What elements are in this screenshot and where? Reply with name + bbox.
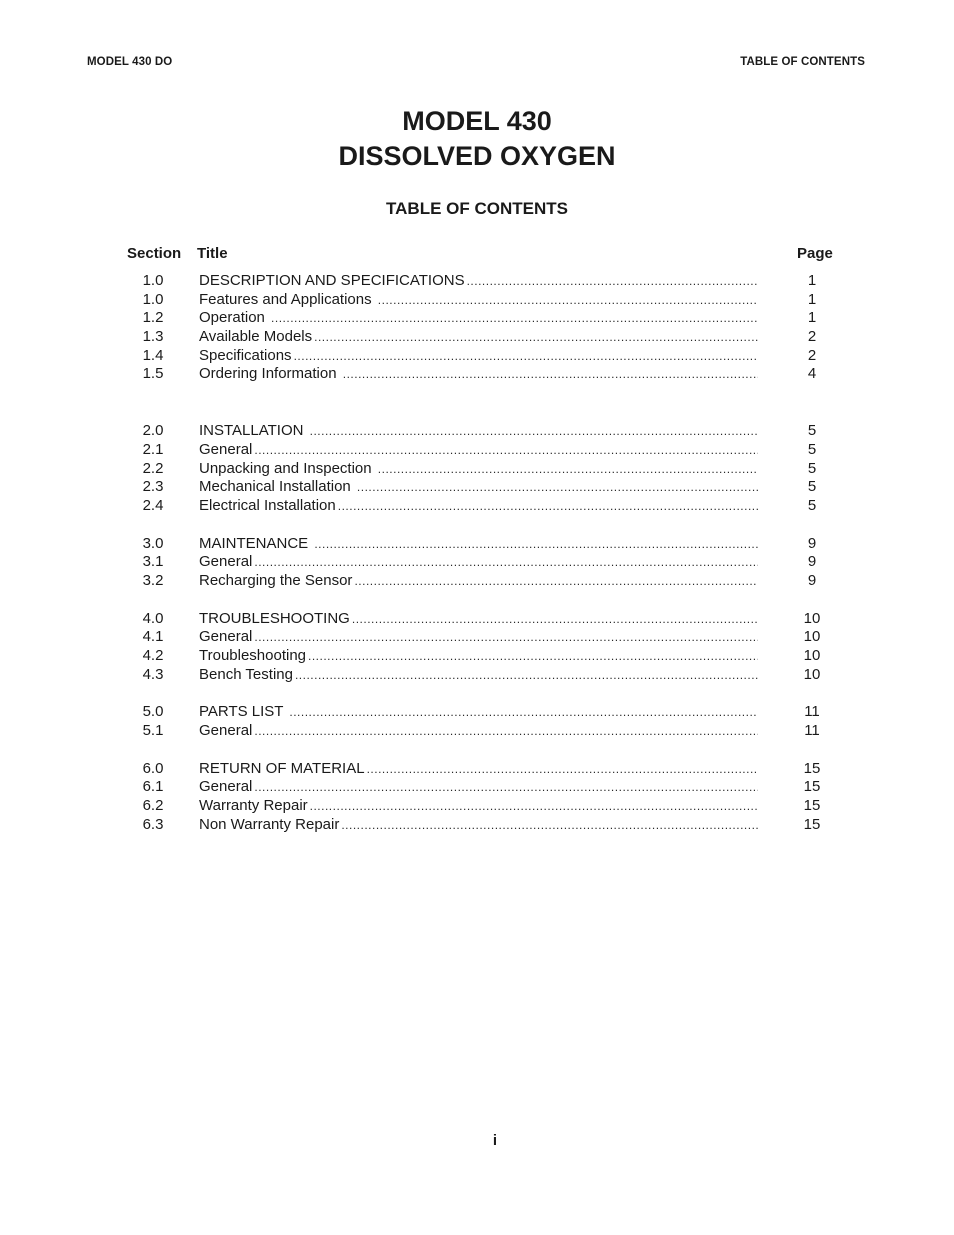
dot-leader	[295, 666, 758, 685]
toc-entry[interactable]	[0, 647, 954, 666]
dot-leader	[271, 309, 758, 328]
dot-leader	[354, 572, 758, 591]
toc-entry-title-leader	[199, 478, 758, 497]
toc-entry-title: Recharging the Sensor	[199, 571, 353, 589]
toc-entry-title-leader	[199, 647, 758, 666]
toc-page-number: 5	[807, 478, 817, 496]
toc-entry-title-leader	[199, 797, 758, 816]
toc-entry-title: MAINTENANCE	[199, 534, 313, 552]
toc-entry[interactable]	[0, 666, 954, 685]
document-title	[0, 104, 954, 174]
toc-section-number: 4.3	[142, 665, 164, 683]
toc-entry-title-leader	[199, 703, 758, 722]
toc-page-number: 10	[803, 665, 821, 683]
page-number: i	[492, 1132, 498, 1149]
toc-entry-title: General	[199, 628, 253, 646]
title-line-product: DISSOLVED OXYGEN	[338, 141, 616, 171]
toc-entry-title-leader	[199, 347, 758, 366]
toc-entry[interactable]	[0, 628, 954, 647]
toc-page-number: 5	[807, 440, 817, 458]
column-header-title: Title	[197, 245, 228, 262]
dot-leader	[254, 722, 758, 741]
running-header-section: TABLE OF CONTENTS	[740, 56, 865, 68]
toc-entry-title-leader	[199, 722, 758, 741]
toc-entry-title-leader	[199, 628, 758, 647]
toc-page-number: 15	[803, 797, 821, 815]
toc-page-number: 9	[807, 534, 817, 552]
toc-section-number: 2.1	[142, 440, 164, 458]
toc-section-group	[0, 422, 954, 515]
toc-section-number: 1.3	[142, 328, 164, 346]
dot-leader	[310, 797, 758, 816]
dot-leader	[254, 628, 758, 647]
toc-entry-title-leader	[199, 610, 758, 629]
toc-entry-title: TROUBLESHOOTING	[199, 609, 350, 627]
toc-entry-title-leader	[199, 778, 758, 797]
toc-page-number: 9	[807, 571, 817, 589]
toc-section-number: 1.0	[142, 290, 164, 308]
toc-entry-title: Non Warranty Repair	[199, 815, 340, 833]
toc-entry-title-leader	[199, 816, 758, 835]
toc-section-group	[0, 610, 954, 685]
dot-leader	[254, 441, 758, 460]
toc-page-number: 15	[803, 815, 821, 833]
toc-section-group	[0, 535, 954, 591]
toc-entry[interactable]	[0, 309, 954, 328]
toc-page-number: 5	[807, 496, 817, 514]
toc-page-number: 15	[803, 778, 821, 796]
toc-page-number: 5	[807, 422, 817, 440]
toc-section-group	[0, 703, 954, 740]
toc-entry-title: PARTS LIST	[199, 703, 288, 721]
toc-entry-title: General	[199, 440, 253, 458]
column-header-page: Page	[797, 245, 833, 262]
dot-leader	[343, 365, 758, 384]
dot-leader	[254, 553, 758, 572]
toc-section-number: 4.0	[142, 609, 164, 627]
toc-entry-title-leader	[199, 666, 758, 685]
toc-section-number: 2.3	[142, 478, 164, 496]
toc-section-number: 6.1	[142, 778, 164, 796]
toc-entry[interactable]	[0, 328, 954, 347]
toc-entry[interactable]	[0, 816, 954, 835]
dot-leader	[254, 778, 758, 797]
toc-entry-title-leader	[199, 535, 758, 554]
dot-leader	[338, 497, 758, 516]
toc-entry[interactable]	[0, 497, 954, 516]
toc-entry-title-leader	[199, 272, 758, 291]
toc-entry-title-leader	[199, 572, 758, 591]
toc-section-number: 1.5	[142, 365, 164, 383]
dot-leader	[367, 760, 758, 779]
toc-section-number: 3.2	[142, 571, 164, 589]
dot-leader	[467, 272, 758, 291]
toc-entry-title-leader	[199, 422, 758, 441]
toc-entry-title: INSTALLATION	[199, 422, 308, 440]
toc-section-number: 5.1	[142, 722, 164, 740]
toc-entry[interactable]	[0, 535, 954, 554]
dot-leader	[352, 610, 758, 629]
toc-entry[interactable]	[0, 722, 954, 741]
toc-page-number: 1	[807, 309, 817, 327]
toc-entry-title: Troubleshooting	[199, 647, 307, 664]
toc-entry-title: RETURN OF MATERIAL	[199, 759, 365, 777]
toc-entry-title-leader	[199, 365, 758, 384]
toc-entry-title: Specifications	[199, 346, 292, 364]
toc-entry-title-leader	[199, 760, 758, 779]
toc-section-number: 2.2	[142, 459, 164, 477]
toc-section-number: 6.2	[142, 797, 164, 815]
toc-entry[interactable]	[0, 422, 954, 441]
toc-page-number: 5	[807, 459, 817, 477]
toc-entry[interactable]	[0, 441, 954, 460]
toc-section-group	[0, 272, 954, 384]
toc-entry-title: Electrical Installation	[199, 496, 336, 514]
toc-entry[interactable]	[0, 272, 954, 291]
toc-entry-title: Operation	[199, 309, 270, 327]
toc-section-number: 4.2	[142, 647, 164, 664]
toc-entry-title-leader	[199, 497, 758, 516]
toc-entry[interactable]	[0, 460, 954, 479]
toc-page-number: 11	[804, 722, 820, 740]
toc-entry-title-leader	[199, 441, 758, 460]
dot-leader	[378, 291, 758, 310]
toc-section-number: 6.3	[142, 815, 164, 833]
dot-leader	[289, 703, 758, 722]
toc-entry-title-leader	[199, 328, 758, 347]
toc-entry-title: General	[199, 553, 253, 571]
toc-entry-title-leader	[199, 460, 758, 479]
toc-page-number: 10	[803, 647, 821, 664]
toc-entry[interactable]	[0, 778, 954, 797]
toc-entry-title: Features and Applications	[199, 290, 376, 308]
toc-entry-title-leader	[199, 553, 758, 572]
toc-section-number: 1.0	[142, 272, 164, 289]
toc-list	[0, 272, 954, 854]
toc-entry-title: General	[199, 778, 253, 796]
toc-section-number: 4.1	[142, 628, 164, 646]
toc-page-number: 11	[804, 703, 820, 721]
dot-leader	[310, 422, 758, 441]
toc-entry-title: General	[199, 722, 253, 740]
toc-entry[interactable]	[0, 553, 954, 572]
toc-entry-title: Mechanical Installation	[199, 478, 355, 496]
column-header-section: Section	[127, 245, 182, 262]
toc-entry-title: Warranty Repair	[199, 797, 308, 815]
toc-page-number: 4	[807, 365, 817, 383]
toc-entry-title: Ordering Information	[199, 365, 341, 383]
toc-page-number: 1	[807, 272, 817, 289]
toc-page-number: 9	[807, 553, 817, 571]
toc-section-number: 1.4	[142, 346, 164, 364]
dot-leader	[341, 816, 758, 835]
toc-section-number: 1.2	[142, 309, 164, 327]
toc-section-number: 2.0	[142, 422, 164, 440]
toc-entry-title: Bench Testing	[199, 665, 293, 683]
toc-section-number: 6.0	[142, 759, 164, 777]
toc-entry-title: Available Models	[199, 328, 313, 346]
toc-entry[interactable]	[0, 478, 954, 497]
toc-entry[interactable]	[0, 572, 954, 591]
toc-page-number: 2	[807, 346, 817, 364]
toc-entry-title: DESCRIPTION AND SPECIFICATIONS	[199, 272, 465, 289]
toc-entry[interactable]	[0, 347, 954, 366]
toc-entry[interactable]	[0, 703, 954, 722]
toc-page-number: 1	[807, 290, 817, 308]
dot-leader	[378, 460, 758, 479]
dot-leader	[308, 647, 758, 666]
dot-leader	[294, 347, 758, 366]
toc-entry[interactable]	[0, 610, 954, 629]
toc-heading: TABLE OF CONTENTS	[386, 199, 568, 218]
toc-entry[interactable]	[0, 760, 954, 779]
toc-page-number: 2	[807, 328, 817, 346]
toc-entry-title-leader	[199, 291, 758, 310]
dot-leader	[314, 535, 758, 554]
toc-entry-title: Unpacking and Inspection	[199, 459, 376, 477]
toc-entry-title-leader	[199, 309, 758, 328]
toc-page-number: 15	[803, 759, 821, 777]
dot-leader	[314, 328, 758, 347]
toc-page-number: 10	[803, 609, 821, 627]
toc-entry[interactable]	[0, 365, 954, 384]
toc-section-group	[0, 760, 954, 835]
toc-entry[interactable]	[0, 291, 954, 310]
toc-page-number: 10	[803, 628, 821, 646]
running-header-model: MODEL 430 DO	[87, 56, 173, 68]
toc-section-number: 5.0	[142, 703, 164, 721]
toc-section-number: 2.4	[142, 496, 164, 514]
toc-section-number: 3.0	[142, 534, 164, 552]
toc-entry[interactable]	[0, 797, 954, 816]
toc-section-number: 3.1	[142, 553, 164, 571]
title-line-model: MODEL 430	[402, 106, 552, 136]
dot-leader	[357, 478, 758, 497]
